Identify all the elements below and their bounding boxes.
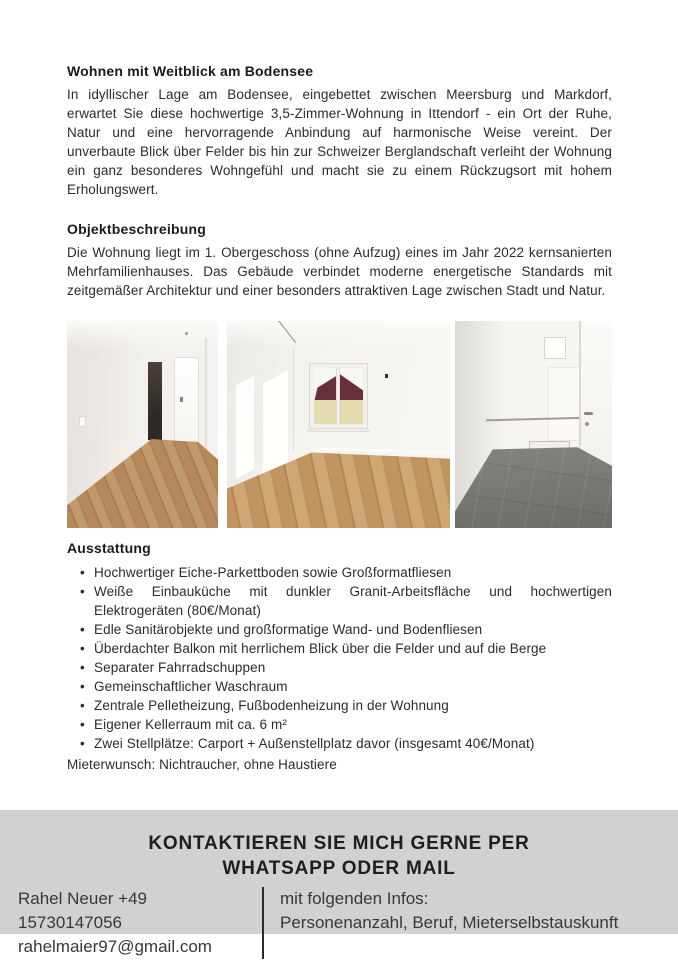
contact-left-column	[18, 887, 254, 959]
photo-room-window	[227, 321, 450, 528]
contact-row	[0, 887, 678, 959]
contact-heading	[0, 810, 678, 881]
listing-title: Wohnen mit Weitblick am Bodensee	[67, 63, 314, 79]
contact-name-phone: Rahel Neuer +49 15730147056	[18, 889, 148, 932]
wall-vent	[544, 337, 566, 360]
contact-footer	[0, 810, 678, 956]
contact-heading-line1: KONTAKTIEREN SIE MICH GERNE PER	[148, 833, 530, 854]
contact-info-label: mit folgenden Infos:	[280, 889, 429, 908]
room-wall-corner	[293, 348, 294, 452]
contact-heading-line2: WHATSAPP ODER MAIL	[222, 858, 456, 879]
hallway-ceiling	[67, 321, 218, 350]
hallway-dark-doorway	[148, 362, 162, 440]
feature-item: • Zentrale Pelletheizung, Fußbodenheizung in der Wohnung	[67, 696, 612, 715]
door-handle	[180, 397, 183, 402]
contact-email: rahelmaier97@gmail.com	[18, 937, 212, 956]
photo-gallery	[67, 321, 612, 528]
objektbeschreibung-paragraph: Die Wohnung liegt im 1. Obergeschoss (ohne Aufzug) eines im Jahr 2022 kernsanierten Mehrfamilienhauses. Das Gebäude verbindet moderne energetische Standards mit zeitgemäßer Architektur und einer besonders attraktiven Lage zwischen Stadt und Natur.	[67, 245, 612, 298]
feature-item: • Edle Sanitärobjekte und großformatige Wand- und Bodenfliesen	[67, 620, 612, 639]
feature-item: • Gemeinschaftlicher Waschraum	[67, 677, 612, 696]
intro-paragraph: In idyllischer Lage am Bodensee, eingebettet zwischen Meersburg und Markdorf, erwartet Sie diese hochwertige 3,5-Zimmer-Wohnung in Ittendorf - ein Ort der Ruhe, Natur und eine hervorragende Anbindung auf harmonische Weise vereint. Der unverbaute Blick über Felder bis hin zur Schweizer Berglandschaft verleiht der Wohnung ein ganz besonderes Wohngefühl und macht sie zu einem Rückzugsort mit hohem Erholungswert.	[67, 87, 612, 197]
feature-item: • Hochwertiger Eiche-Parkettboden sowie Großformatfliesen	[67, 563, 612, 582]
feature-item: • Eigener Kellerraum mit ca. 6 m²	[67, 715, 612, 734]
feature-item: • Weiße Einbauküche mit dunkler Granit-Arbeitsfläche und hochwertigen Elektrogeräten (80€/Monat)	[67, 582, 612, 620]
features-list	[67, 563, 612, 753]
ausstattung-section	[67, 540, 612, 774]
door-handle	[584, 412, 593, 415]
tenant-wish-note: Mieterwunsch: Nichtraucher, ohne Haustiere	[67, 757, 337, 772]
photo-storage-room	[455, 321, 612, 528]
wall-socket	[385, 374, 388, 378]
window	[310, 364, 368, 427]
baseboard	[309, 448, 450, 454]
feature-item: • Separater Fahrradschuppen	[67, 658, 612, 677]
door-lock	[585, 422, 589, 426]
window-mullion	[336, 368, 340, 423]
ausstattung-heading: Ausstattung	[67, 540, 151, 556]
room-ceiling	[227, 321, 450, 348]
contact-right-column	[264, 887, 618, 959]
light-switch	[79, 416, 86, 427]
contact-info-details: Personenanzahl, Beruf, Mieterselbstauskunft	[280, 913, 619, 932]
hallway-wall-edge	[205, 338, 207, 462]
feature-item: • Überdachter Balkon mit herrlichem Blick über die Felder und auf die Berge	[67, 639, 612, 658]
photo-hallway	[67, 321, 218, 528]
sunlight-patch	[236, 376, 254, 479]
hallway-open-door	[174, 357, 199, 442]
feature-item: • Zwei Stellplätze: Carport + Außenstellplatz davor (insgesamt 40€/Monat)	[67, 734, 612, 753]
objektbeschreibung-section	[67, 221, 612, 300]
objektbeschreibung-heading: Objektbeschreibung	[67, 221, 206, 237]
window-sill	[307, 430, 369, 432]
intro-section	[67, 63, 612, 199]
